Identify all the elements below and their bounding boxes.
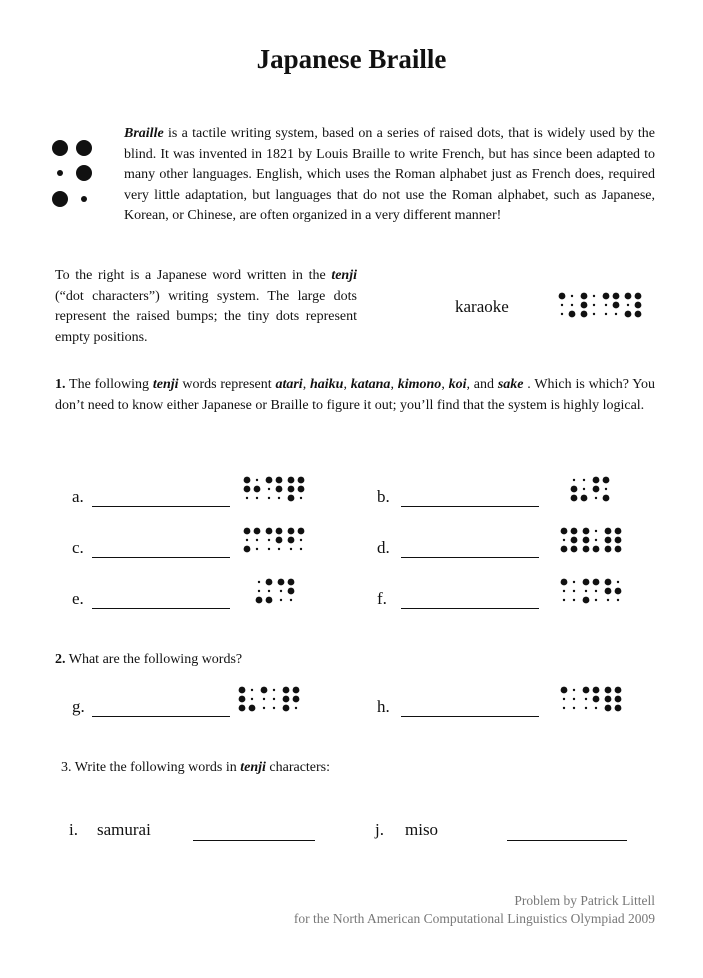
braille-dot-raised bbox=[605, 528, 612, 535]
braille-dot-empty bbox=[605, 488, 607, 490]
item-i-label: i. bbox=[69, 820, 78, 839]
braille-dot-raised bbox=[266, 528, 273, 535]
braille-dot-raised bbox=[593, 696, 600, 703]
braille-dot-empty bbox=[268, 497, 270, 499]
braille-dot-raised bbox=[605, 687, 612, 694]
braille-dot-raised bbox=[581, 495, 588, 502]
braille-dot-raised bbox=[254, 528, 261, 535]
answer-line-c[interactable] bbox=[92, 557, 230, 558]
answer-line-i[interactable] bbox=[193, 840, 315, 841]
braille-dot-raised bbox=[581, 311, 588, 318]
page-title: Japanese Braille bbox=[256, 44, 447, 74]
braille-dot-raised bbox=[615, 528, 622, 535]
braille-dot-empty bbox=[563, 599, 565, 601]
braille-dot-raised bbox=[278, 579, 285, 586]
braille-dot-raised bbox=[288, 486, 295, 493]
braille-h bbox=[560, 686, 626, 712]
braille-dot-empty bbox=[290, 548, 292, 550]
braille-dot-raised bbox=[593, 687, 600, 694]
braille-dot-empty bbox=[573, 689, 575, 691]
braille-dot-raised bbox=[615, 588, 622, 595]
braille-dot-raised bbox=[625, 311, 632, 318]
braille-dot-empty bbox=[256, 539, 258, 541]
braille-dot-raised bbox=[276, 477, 283, 484]
braille-dot-raised bbox=[288, 588, 295, 595]
braille-dot-empty bbox=[595, 707, 597, 709]
braille-dot-empty bbox=[605, 304, 607, 306]
braille-dot-raised bbox=[249, 705, 256, 712]
credit-line-1: Problem by Patrick Littell bbox=[514, 893, 655, 908]
braille-dot-raised bbox=[276, 537, 283, 544]
answer-line-a[interactable] bbox=[92, 506, 230, 507]
braille-dot-empty bbox=[573, 698, 575, 700]
braille-dot-empty bbox=[295, 707, 297, 709]
braille-dot-empty bbox=[571, 295, 573, 297]
braille-dot-raised bbox=[571, 537, 578, 544]
braille-dot-raised bbox=[583, 687, 590, 694]
braille-dot-empty bbox=[593, 313, 595, 315]
braille-dot-raised bbox=[603, 495, 610, 502]
braille-dot-raised bbox=[561, 546, 568, 553]
braille-dot-empty bbox=[273, 707, 275, 709]
braille-dot-raised bbox=[583, 528, 590, 535]
braille-dot-empty bbox=[258, 590, 260, 592]
braille-dot-empty bbox=[563, 590, 565, 592]
item-b-label: b. bbox=[377, 487, 390, 506]
braille-dot-raised bbox=[571, 495, 578, 502]
braille-dot-empty bbox=[573, 581, 575, 583]
braille-dot-raised bbox=[283, 705, 290, 712]
example-word: karaoke bbox=[455, 297, 509, 316]
braille-dot-raised bbox=[625, 293, 632, 300]
braille-dot-empty bbox=[280, 599, 282, 601]
braille-dot-raised bbox=[561, 579, 568, 586]
braille-dot-raised bbox=[244, 528, 251, 535]
braille-dot-raised bbox=[605, 579, 612, 586]
braille-dot-empty bbox=[251, 689, 253, 691]
braille-dot-raised bbox=[593, 486, 600, 493]
intro-paragraph: Braille is a tactile writing system, based on a series of raised dots, that is widely used by the blind. It was invented in 1821 by Louis Braille to write French, but has since been adapted to many other languages. English, which uses the Roman alphabet just as French does, required very little adaptation, but languages that do not use the Roman alphabet, such as Japanese, Korean, or Chinese, are often organized in a very different manner! bbox=[124, 126, 655, 223]
braille-a bbox=[243, 476, 309, 502]
braille-dot-empty bbox=[300, 539, 302, 541]
braille-dot-empty bbox=[595, 590, 597, 592]
braille-dot-empty bbox=[268, 539, 270, 541]
braille-dot-empty bbox=[263, 698, 265, 700]
braille-dot-empty bbox=[617, 581, 619, 583]
braille-dot-empty bbox=[278, 548, 280, 550]
braille-dot-raised bbox=[561, 528, 568, 535]
answer-line-b[interactable] bbox=[401, 506, 539, 507]
braille-dot-raised bbox=[288, 477, 295, 484]
braille-dot-raised bbox=[581, 293, 588, 300]
braille-dot-raised bbox=[256, 597, 263, 604]
braille-dot-raised bbox=[583, 537, 590, 544]
braille-dot-raised bbox=[615, 687, 622, 694]
answer-line-g[interactable] bbox=[92, 716, 230, 717]
braille-dot-raised bbox=[298, 486, 305, 493]
braille-dot-empty bbox=[563, 698, 565, 700]
braille-e bbox=[255, 578, 299, 604]
braille-dot-empty bbox=[290, 599, 292, 601]
braille-dot-empty bbox=[573, 479, 575, 481]
braille-dot-raised bbox=[635, 302, 642, 309]
item-j-label: j. bbox=[375, 820, 384, 839]
braille-dot-raised bbox=[593, 546, 600, 553]
braille-dot-raised bbox=[583, 579, 590, 586]
item-j-word: miso bbox=[405, 820, 439, 839]
item-d-label: d. bbox=[377, 538, 390, 557]
answer-line-f[interactable] bbox=[401, 608, 539, 609]
braille-dot-raised bbox=[298, 528, 305, 535]
braille-dot-empty bbox=[571, 304, 573, 306]
item-c-label: c. bbox=[72, 538, 84, 557]
braille-dot-raised bbox=[615, 546, 622, 553]
braille-dot-raised bbox=[569, 311, 576, 318]
braille-dot-raised bbox=[571, 546, 578, 553]
braille-dot-empty bbox=[256, 497, 258, 499]
item-a-label: a. bbox=[72, 487, 84, 506]
braille-dot-empty bbox=[246, 497, 248, 499]
braille-dot-raised bbox=[288, 579, 295, 586]
braille-dot-raised bbox=[613, 293, 620, 300]
braille-dot-raised bbox=[239, 696, 246, 703]
braille-dot-empty bbox=[583, 479, 585, 481]
braille-dot-raised bbox=[288, 528, 295, 535]
braille-dot-raised bbox=[561, 687, 568, 694]
item-i-word: samurai bbox=[97, 820, 151, 839]
braille-dot-empty bbox=[593, 295, 595, 297]
braille-dot-raised bbox=[603, 477, 610, 484]
braille-dot-raised bbox=[239, 687, 246, 694]
braille-dot-empty bbox=[563, 707, 565, 709]
braille-dot-raised bbox=[593, 477, 600, 484]
braille-dot-raised bbox=[283, 687, 290, 694]
braille-dot-empty bbox=[268, 548, 270, 550]
braille-dot-raised bbox=[615, 696, 622, 703]
item-f-label: f. bbox=[377, 589, 387, 608]
braille-dot-raised bbox=[559, 293, 566, 300]
question-1: 1. The following tenji words represent atari, haiku, katana, kimono, koi, and sake . Which is which? You don’t need to know either Japanese or Braille to figure it out; you’ll find that the system is highly logical. bbox=[55, 377, 655, 413]
braille-cell-legend-icon bbox=[50, 138, 100, 210]
braille-c bbox=[243, 527, 309, 553]
braille-dot-raised bbox=[239, 705, 246, 712]
braille-dot-empty bbox=[615, 313, 617, 315]
answer-line-d[interactable] bbox=[401, 557, 539, 558]
braille-dot-raised bbox=[615, 705, 622, 712]
braille-dot-empty bbox=[605, 313, 607, 315]
braille-dot-empty bbox=[256, 548, 258, 550]
braille-dot-raised bbox=[605, 546, 612, 553]
braille-dot-empty bbox=[263, 707, 265, 709]
braille-dot-raised bbox=[244, 486, 251, 493]
braille-dot-empty bbox=[251, 698, 253, 700]
braille-dot-raised bbox=[615, 537, 622, 544]
braille-f bbox=[560, 578, 626, 604]
braille-dot-raised bbox=[293, 696, 300, 703]
braille-dot-raised bbox=[613, 302, 620, 309]
answer-line-j[interactable] bbox=[507, 840, 627, 841]
braille-d bbox=[560, 527, 626, 553]
braille-dot-empty bbox=[595, 497, 597, 499]
braille-dot-empty bbox=[273, 698, 275, 700]
braille-b bbox=[570, 476, 614, 502]
braille-dot-raised bbox=[593, 579, 600, 586]
braille-dot-empty bbox=[300, 497, 302, 499]
answer-line-e[interactable] bbox=[92, 608, 230, 609]
question-3: 3. Write the following words in tenji characters: bbox=[61, 760, 331, 775]
braille-dot-raised bbox=[288, 537, 295, 544]
braille-dot-empty bbox=[593, 304, 595, 306]
braille-dot-empty bbox=[300, 548, 302, 550]
braille-dot-raised bbox=[571, 486, 578, 493]
braille-dot-empty bbox=[585, 590, 587, 592]
braille-dot-raised bbox=[571, 528, 578, 535]
braille-dot-empty bbox=[617, 599, 619, 601]
braille-dot-raised bbox=[261, 687, 268, 694]
question-2: 2. What are the following words? bbox=[55, 652, 243, 667]
braille-dot-raised bbox=[583, 546, 590, 553]
item-h-label: h. bbox=[377, 697, 390, 716]
braille-dot-raised bbox=[635, 311, 642, 318]
braille-dot-empty bbox=[607, 599, 609, 601]
braille-g bbox=[238, 686, 304, 712]
braille-dot-raised bbox=[276, 486, 283, 493]
braille-dot-empty bbox=[268, 488, 270, 490]
braille-dot-raised bbox=[244, 546, 251, 553]
braille-karaoke bbox=[558, 292, 646, 318]
braille-dot-empty bbox=[561, 304, 563, 306]
braille-dot-raised bbox=[288, 495, 295, 502]
explain-paragraph: To the right is a Japanese word written in the tenji (“dot characters”) writing system. The large dots represent the raised bumps; the tiny dots represent empty positions. bbox=[55, 268, 357, 345]
braille-dot-raised bbox=[244, 477, 251, 484]
braille-dot-empty bbox=[278, 497, 280, 499]
braille-dot-raised bbox=[635, 293, 642, 300]
braille-dot-raised bbox=[603, 293, 610, 300]
braille-dot-empty bbox=[258, 581, 260, 583]
braille-dot-empty bbox=[561, 313, 563, 315]
braille-dot-raised bbox=[581, 302, 588, 309]
braille-dot-raised bbox=[283, 696, 290, 703]
braille-dot-empty bbox=[627, 304, 629, 306]
braille-dot-raised bbox=[254, 486, 261, 493]
braille-dot-empty bbox=[585, 698, 587, 700]
answer-line-h[interactable] bbox=[401, 716, 539, 717]
braille-dot-raised bbox=[605, 705, 612, 712]
braille-dot-raised bbox=[605, 537, 612, 544]
braille-dot-raised bbox=[266, 597, 273, 604]
braille-dot-empty bbox=[595, 539, 597, 541]
braille-dot-raised bbox=[293, 687, 300, 694]
braille-dot-empty bbox=[256, 479, 258, 481]
braille-dot-raised bbox=[276, 528, 283, 535]
braille-dot-raised bbox=[298, 477, 305, 484]
braille-dot-empty bbox=[246, 539, 248, 541]
braille-dot-raised bbox=[605, 696, 612, 703]
braille-dot-empty bbox=[280, 590, 282, 592]
braille-dot-empty bbox=[595, 599, 597, 601]
braille-dot-empty bbox=[563, 539, 565, 541]
braille-dot-empty bbox=[595, 530, 597, 532]
braille-dot-empty bbox=[273, 689, 275, 691]
braille-dot-raised bbox=[583, 597, 590, 604]
braille-dot-empty bbox=[573, 590, 575, 592]
braille-dot-empty bbox=[585, 707, 587, 709]
braille-dot-empty bbox=[573, 707, 575, 709]
braille-dot-empty bbox=[573, 599, 575, 601]
braille-dot-raised bbox=[605, 588, 612, 595]
braille-dot-raised bbox=[266, 477, 273, 484]
braille-dot-empty bbox=[268, 590, 270, 592]
braille-dot-raised bbox=[266, 579, 273, 586]
braille-dot-empty bbox=[583, 488, 585, 490]
credit-line-2: for the North American Computational Linguistics Olympiad 2009 bbox=[293, 911, 655, 926]
item-g-label: g. bbox=[72, 697, 85, 716]
item-e-label: e. bbox=[72, 589, 84, 608]
